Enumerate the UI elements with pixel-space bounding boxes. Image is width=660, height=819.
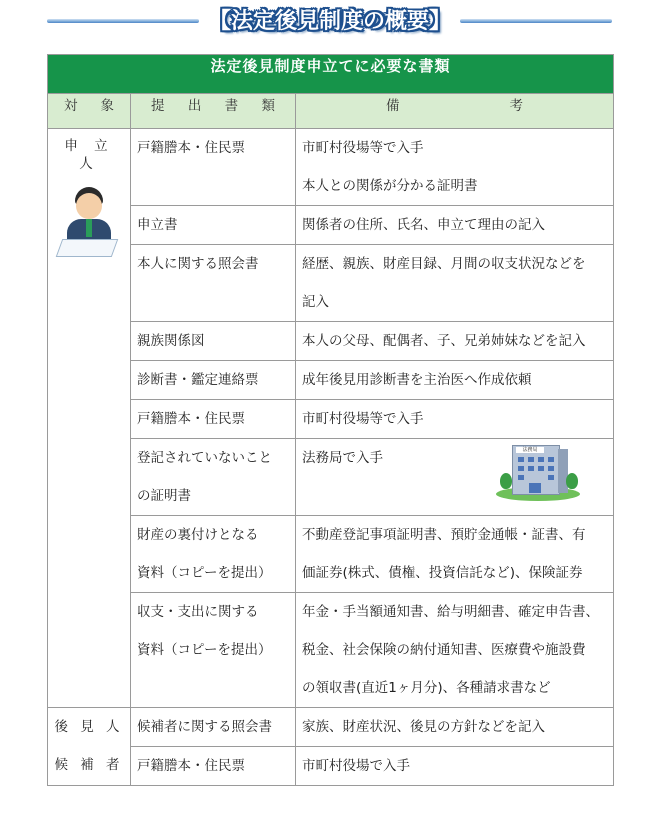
subject-applicant <box>48 129 131 708</box>
table-row <box>48 129 614 206</box>
column-header-subject: 対 象 <box>48 94 131 129</box>
table-caption: 法定後見制度申立てに必要な書類 <box>48 55 614 94</box>
column-header-documents: 提 出 書 類 <box>131 94 296 129</box>
document-cell: 申立書 <box>131 206 296 245</box>
title-banner <box>0 0 660 46</box>
page-title: 【法定後見制度の概要】 <box>208 9 451 34</box>
document-cell: 診断書・鑑定連絡票 <box>131 361 296 400</box>
column-header-remarks: 備 考 <box>296 94 614 129</box>
table-row <box>48 206 614 245</box>
title-decor-line-right <box>460 19 612 23</box>
remark-cell: 不動産登記事項証明書、預貯金通帳・証書、有 価証券(株式、債権、投資信託など)、保険証券 <box>296 516 614 593</box>
document-cell: 財産の裏付けとなる 資料（コピーを提出） <box>131 516 296 593</box>
document-cell: 親族関係図 <box>131 322 296 361</box>
table-row <box>48 361 614 400</box>
remark-cell: 市町村役場等で入手 <box>296 400 614 439</box>
person-at-desk-icon <box>59 187 119 259</box>
required-documents-table <box>47 54 614 786</box>
subject-label: 申 立 人 <box>64 138 114 172</box>
document-cell: 戸籍謄本・住民票 <box>131 400 296 439</box>
table-row <box>48 593 614 708</box>
table-row <box>48 400 614 439</box>
document-cell: 登記されていないこと の証明書 <box>131 439 296 516</box>
remark-cell: 法務局で入手 法務局 <box>296 439 614 516</box>
document-cell: 収支・支出に関する 資料（コピーを提出） <box>131 593 296 708</box>
remark-cell: 成年後見用診断書を主治医へ作成依頼 <box>296 361 614 400</box>
remark-cell: 年金・手当額通知書、給与明細書、確定申告書、 税金、社会保険の納付通知書、医療費や施設費 の領収書(直近1ヶ月分)、各種請求書など <box>296 593 614 708</box>
remark-cell: 本人の父母、配偶者、子、兄弟姉妹などを記入 <box>296 322 614 361</box>
table-caption-row <box>48 55 614 94</box>
table-row <box>48 322 614 361</box>
remark-cell: 市町村役場で入手 <box>296 747 614 786</box>
title-decor-line-left <box>47 19 199 23</box>
document-cell: 本人に関する照会書 <box>131 245 296 322</box>
office-building-icon <box>496 441 580 505</box>
document-cell: 戸籍謄本・住民票 <box>131 747 296 786</box>
building-sign: 法務局 <box>516 447 544 453</box>
column-header-row <box>48 94 614 129</box>
table-row <box>48 708 614 747</box>
remark-cell: 関係者の住所、氏名、申立て理由の記入 <box>296 206 614 245</box>
subject-guardian-candidate: 後 見 人 候 補 者 <box>48 708 131 786</box>
table-row <box>48 439 614 516</box>
table-row <box>48 516 614 593</box>
table-row <box>48 245 614 322</box>
table-row <box>48 747 614 786</box>
document-cell: 戸籍謄本・住民票 <box>131 129 296 206</box>
remark-cell: 家族、財産状況、後見の方針などを記入 <box>296 708 614 747</box>
remark-cell: 市町村役場等で入手 本人との関係が分かる証明書 <box>296 129 614 206</box>
remark-cell: 経歴、親族、財産目録、月間の収支状況などを 記入 <box>296 245 614 322</box>
document-cell: 候補者に関する照会書 <box>131 708 296 747</box>
